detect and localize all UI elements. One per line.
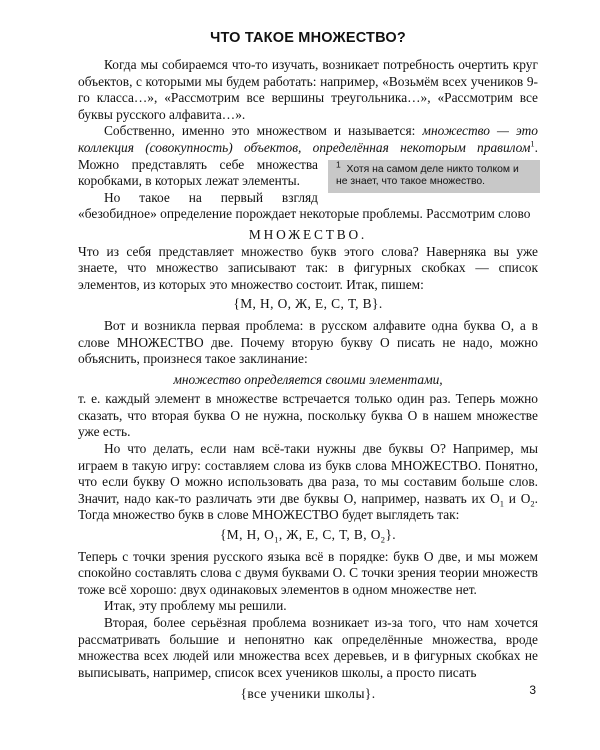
set-letters-indexed bbox=[78, 527, 538, 544]
paragraph-second-problem: Вторая, более серьёзная проблема возникает из-за того, что нам хочется рассматривать большие и непонятно как определённые множества, вроде множества всех людей или множества всех деревьев, и в фигурных скобках не выписывать, например, список всех учеников школы, а просто писать bbox=[78, 615, 538, 680]
subscript-one: 1 bbox=[499, 498, 505, 509]
set-students: {все ученики школы}. bbox=[240, 686, 376, 702]
paragraph-set-notation: Что из себя представляет множество букв этого слова? Наверняка вы уже знаете, что множество записывают так: в фигурных скобках — список элементов, из которых это множество состоит. Итак, пишем: bbox=[78, 243, 538, 292]
paragraph-two-o bbox=[78, 441, 538, 524]
page-title: ЧТО ТАКОЕ МНОЖЕСТВО? bbox=[210, 30, 406, 46]
set2-sub-one: 1 bbox=[274, 534, 279, 545]
subscript-two: 2 bbox=[530, 498, 535, 509]
two-o-end: . Тогда множество букв в слове МНОЖЕСТВО будет выглядеть так: bbox=[78, 490, 538, 523]
paragraph-definition bbox=[78, 123, 538, 189]
set-letters: {М, Н, О, Ж, Е, С, Т, В}. bbox=[233, 296, 383, 312]
paragraph-intro: Когда мы собираемся что-то изучать, возникает потребность очертить круг объектов, с которыми мы будем работать: например, «Возьмём всех учеников 9-го класса…», «Рассмотрим все вершины треугольника…», «Рассмотрим все буквы русского алфавита…». bbox=[78, 57, 538, 122]
footnote-marker: 1 bbox=[336, 159, 341, 170]
paragraph-problems: Но такое на первый взгляд «безобидное» определение порождает некоторые проблемы. Рассмотрим слово bbox=[78, 189, 531, 222]
two-o-text: Но что делать, если нам всё-таки нужны две буквы О? Например, мы играем в такую игру: составляем слова из букв слова МНОЖЕСТВО. Понятно, что если букву О можно использовать два раза, то мы составим больше слов. Значит, надо как-то различать эти две буквы О, например, назвать их О bbox=[78, 441, 538, 506]
word-example: МНОЖЕСТВО. bbox=[248, 226, 368, 242]
two-o-mid: и О bbox=[504, 490, 531, 506]
definition-lead: Собственно, именно это множеством и называется: bbox=[104, 123, 423, 139]
paragraph-solved: Итак, эту проблему мы решили. bbox=[104, 598, 287, 614]
spell-line bbox=[78, 372, 538, 389]
definition-tail: . Можно представлять себе множества коробками, в которых лежат элементы. bbox=[78, 139, 538, 189]
definition-italic: множество — это коллекция (совокупность) объектов, определённая некоторым правилом bbox=[78, 123, 538, 155]
set2-sub-two: 2 bbox=[380, 534, 386, 545]
page-number: 3 bbox=[529, 683, 536, 697]
main-text bbox=[78, 57, 538, 703]
paragraph-first-problem: Вот и возникла первая проблема: в русском алфавите одна буква О, а в слове МНОЖЕСТВО две. Почему вторую букву О писать не надо, можно объяснить, произнеся такое заклинание: bbox=[78, 317, 538, 367]
set2-part-a: {М, Н, О bbox=[219, 527, 275, 543]
footnote-reference: 1 bbox=[530, 138, 535, 149]
spell-text: множество определяется своими элементами, bbox=[173, 371, 443, 387]
footnote-box bbox=[328, 160, 540, 194]
set2-part-c: }. bbox=[385, 527, 397, 543]
footnote-text: Хотя на самом деле никто толком и не знает, что такое множество. bbox=[336, 163, 519, 187]
paragraph-unique-elements: т. е. каждый элемент в множестве встречается только один раз. Теперь можно сказать, что вторая буква О не нужна, поскольку буква О в нашем множестве уже есть. bbox=[78, 391, 538, 440]
set2-part-b: , Ж, Е, С, Т, В, О bbox=[278, 527, 381, 543]
paragraph-resolution: Теперь с точки зрения русского языка всё в порядке: букв О две, и мы можем спокойно составлять слова с двумя буквами О. С точки зрения теории множеств тоже всё хорошо: двух одинаковых элементов в одном множестве нет. bbox=[78, 548, 538, 597]
